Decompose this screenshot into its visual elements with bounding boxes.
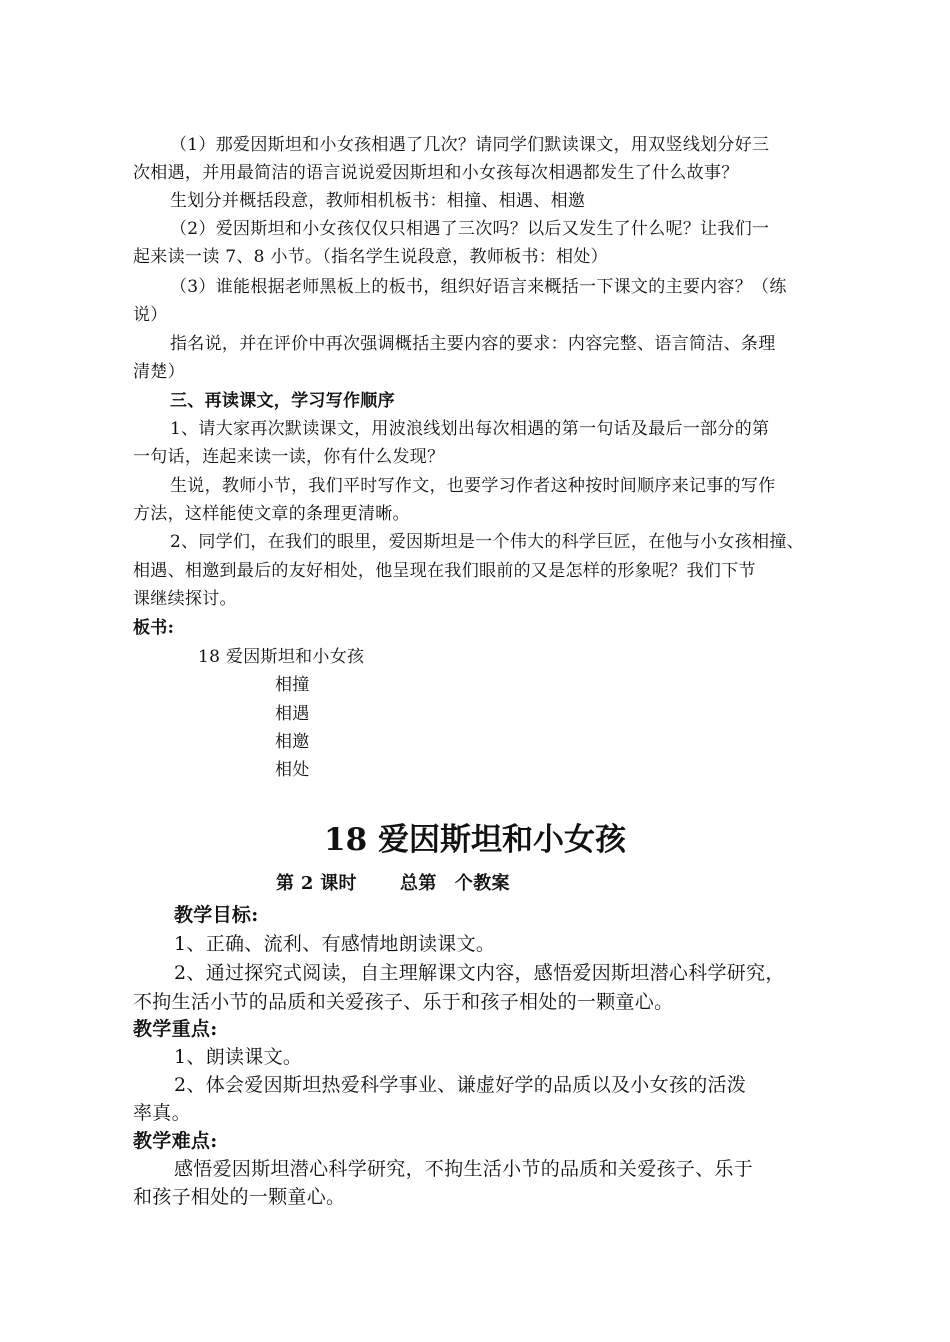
board-item: 相遇 [275, 704, 310, 724]
section-3-item-2-line-2: 相遇、相邀到最后的友好相处，他呈现在我们眼前的又是怎样的形象呢？我们下节 [133, 561, 756, 581]
difficulty-heading: 教学难点: [133, 1130, 218, 1152]
lesson-subtitle: 第 2 课时 总第 个教案 [276, 873, 510, 894]
section-3-item-2-line-3: 课继续探讨。 [133, 589, 237, 609]
question-1-answer: 生划分并概括段意，教师相机板书：相撞、相遇、相邀 [170, 191, 586, 211]
board-item: 相邀 [275, 732, 310, 752]
goal-1: 1、正确、流利、有感情地朗读课文。 [174, 933, 496, 955]
key-point-2-line-2: 率真。 [133, 1102, 191, 1124]
question-1-line-2: 次相遇，并用最简洁的语言说说爱因斯坦和小女孩每次相遇都发生了什么故事？ [133, 163, 739, 183]
goals-heading: 教学目标: [174, 904, 259, 926]
goal-2-line-1: 2、通过探究式阅读，自主理解课文内容，感悟爱因斯坦潜心科学研究， [174, 962, 785, 984]
question-3-answer-line-1: 指名说，并在评价中再次强调概括主要内容的要求：内容完整、语言简洁、条理 [170, 334, 776, 354]
question-2-line-2: 起来读一读 7、8 小节。（指名学生说段意，教师板书：相处） [133, 247, 608, 267]
section-3-item-1-answer-line-1: 生说，教师小节，我们平时写作文，也要学习作者这种按时间顺序来记事的写作 [170, 476, 776, 496]
key-points-heading: 教学重点: [133, 1018, 218, 1040]
goal-2-line-2: 不拘生活小节的品质和关爱孩子、乐于和孩子相处的一颗童心。 [133, 991, 674, 1013]
difficulty-line-2: 和孩子相处的一颗童心。 [133, 1186, 346, 1208]
question-3-answer-line-2: 清楚） [133, 362, 185, 382]
section-3-item-1-line-2: 一句话，连起来读一读，你有什么发现？ [133, 447, 445, 467]
section-3-item-1-line-1: 1、请大家再次默读课文，用波浪线划出每次相遇的第一句话及最后一部分的第 [170, 419, 770, 439]
lesson-title: 18 爱因斯坦和小女孩 [324, 822, 626, 858]
board-label: 板书: [133, 618, 175, 638]
key-point-2-line-1: 2、体会爱因斯坦热爱科学事业、谦虚好学的品质以及小女孩的活泼 [174, 1074, 747, 1096]
board-item: 相处 [275, 760, 310, 780]
section-3-heading: 三、再读课文，学习写作顺序 [170, 391, 395, 411]
key-point-1: 1、朗读课文。 [174, 1046, 303, 1068]
difficulty-line-1: 感悟爱因斯坦潜心科学研究，不拘生活小节的品质和关爱孩子、乐于 [174, 1158, 754, 1180]
question-2-line-1: （2）爱因斯坦和小女孩仅仅只相遇了三次吗？以后又发生了什么呢？让我们一 [170, 219, 770, 239]
board-item: 相撞 [275, 675, 310, 695]
question-3-line-2: 说） [133, 305, 168, 325]
section-3-item-1-answer-line-2: 方法，这样能使文章的条理更清晰。 [133, 504, 410, 524]
section-3-item-2-line-1: 2、同学们，在我们的眼里，爱因斯坦是一个伟大的科学巨匠，在他与小女孩相撞、 [170, 532, 804, 552]
question-3-line-1: （3）谁能根据老师黑板上的板书，组织好语言来概括一下课文的主要内容？（练 [170, 277, 787, 297]
question-1-line-1: （1）那爱因斯坦和小女孩相遇了几次？请同学们默读课文，用双竖线划分好三 [170, 135, 770, 155]
board-title: 18 爱因斯坦和小女孩 [198, 647, 365, 667]
